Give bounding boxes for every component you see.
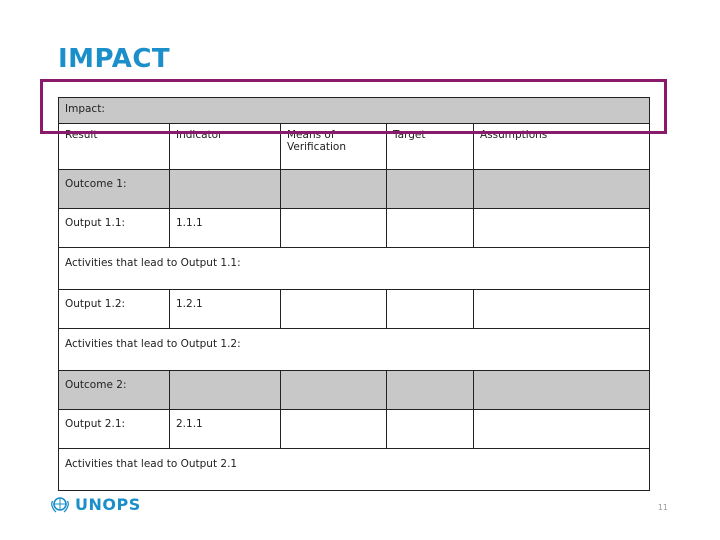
output-1-1-means (281, 209, 387, 248)
output-2-1-means (281, 410, 387, 449)
header-assumptions: Assumptions (474, 124, 650, 170)
outcome-1-target (387, 170, 474, 209)
outcome-1-means (281, 170, 387, 209)
header-means-of-verification: Means of Verification (281, 124, 387, 170)
outcome-1-indicator (170, 170, 281, 209)
output-1-2-row (59, 290, 650, 329)
un-emblem-icon (50, 494, 70, 514)
output-1-2-means (281, 290, 387, 329)
activities-1-2-label: Activities that lead to Output 1.2: (59, 329, 650, 371)
output-1-2-label: Output 1.2: (59, 290, 170, 329)
output-2-1-target (387, 410, 474, 449)
header-result: Result (59, 124, 170, 170)
output-1-2-target (387, 290, 474, 329)
page-number: 11 (657, 503, 668, 512)
activities-1-1-row (59, 248, 650, 290)
activities-1-1-label: Activities that lead to Output 1.1: (59, 248, 650, 290)
activities-1-2-row (59, 329, 650, 371)
activities-2-1-label: Activities that lead to Output 2.1 (59, 449, 650, 491)
header-indicator: Indicator (170, 124, 281, 170)
activities-2-1-row (59, 449, 650, 491)
output-2-1-label: Output 2.1: (59, 410, 170, 449)
header-row (59, 124, 650, 170)
output-2-1-indicator: 2.1.1 (170, 410, 281, 449)
logo-text: UNOPS (75, 494, 141, 514)
logframe-table (58, 97, 650, 491)
outcome-2-means (281, 371, 387, 410)
outcome-1-assumptions (474, 170, 650, 209)
output-2-1-row (59, 410, 650, 449)
output-1-1-target (387, 209, 474, 248)
outcome-2-target (387, 371, 474, 410)
header-target: Target (387, 124, 474, 170)
outcome-1-row (59, 170, 650, 209)
output-1-1-assumptions (474, 209, 650, 248)
output-1-2-indicator: 1.2.1 (170, 290, 281, 329)
outcome-2-assumptions (474, 371, 650, 410)
outcome-2-indicator (170, 371, 281, 410)
impact-row (59, 98, 650, 124)
slide-title: IMPACT (58, 44, 171, 74)
unops-logo (50, 494, 141, 514)
output-2-1-assumptions (474, 410, 650, 449)
output-1-1-row (59, 209, 650, 248)
outcome-2-row (59, 371, 650, 410)
outcome-2-label: Outcome 2: (59, 371, 170, 410)
output-1-1-label: Output 1.1: (59, 209, 170, 248)
output-1-1-indicator: 1.1.1 (170, 209, 281, 248)
output-1-2-assumptions (474, 290, 650, 329)
outcome-1-label: Outcome 1: (59, 170, 170, 209)
impact-label: Impact: (59, 98, 650, 124)
